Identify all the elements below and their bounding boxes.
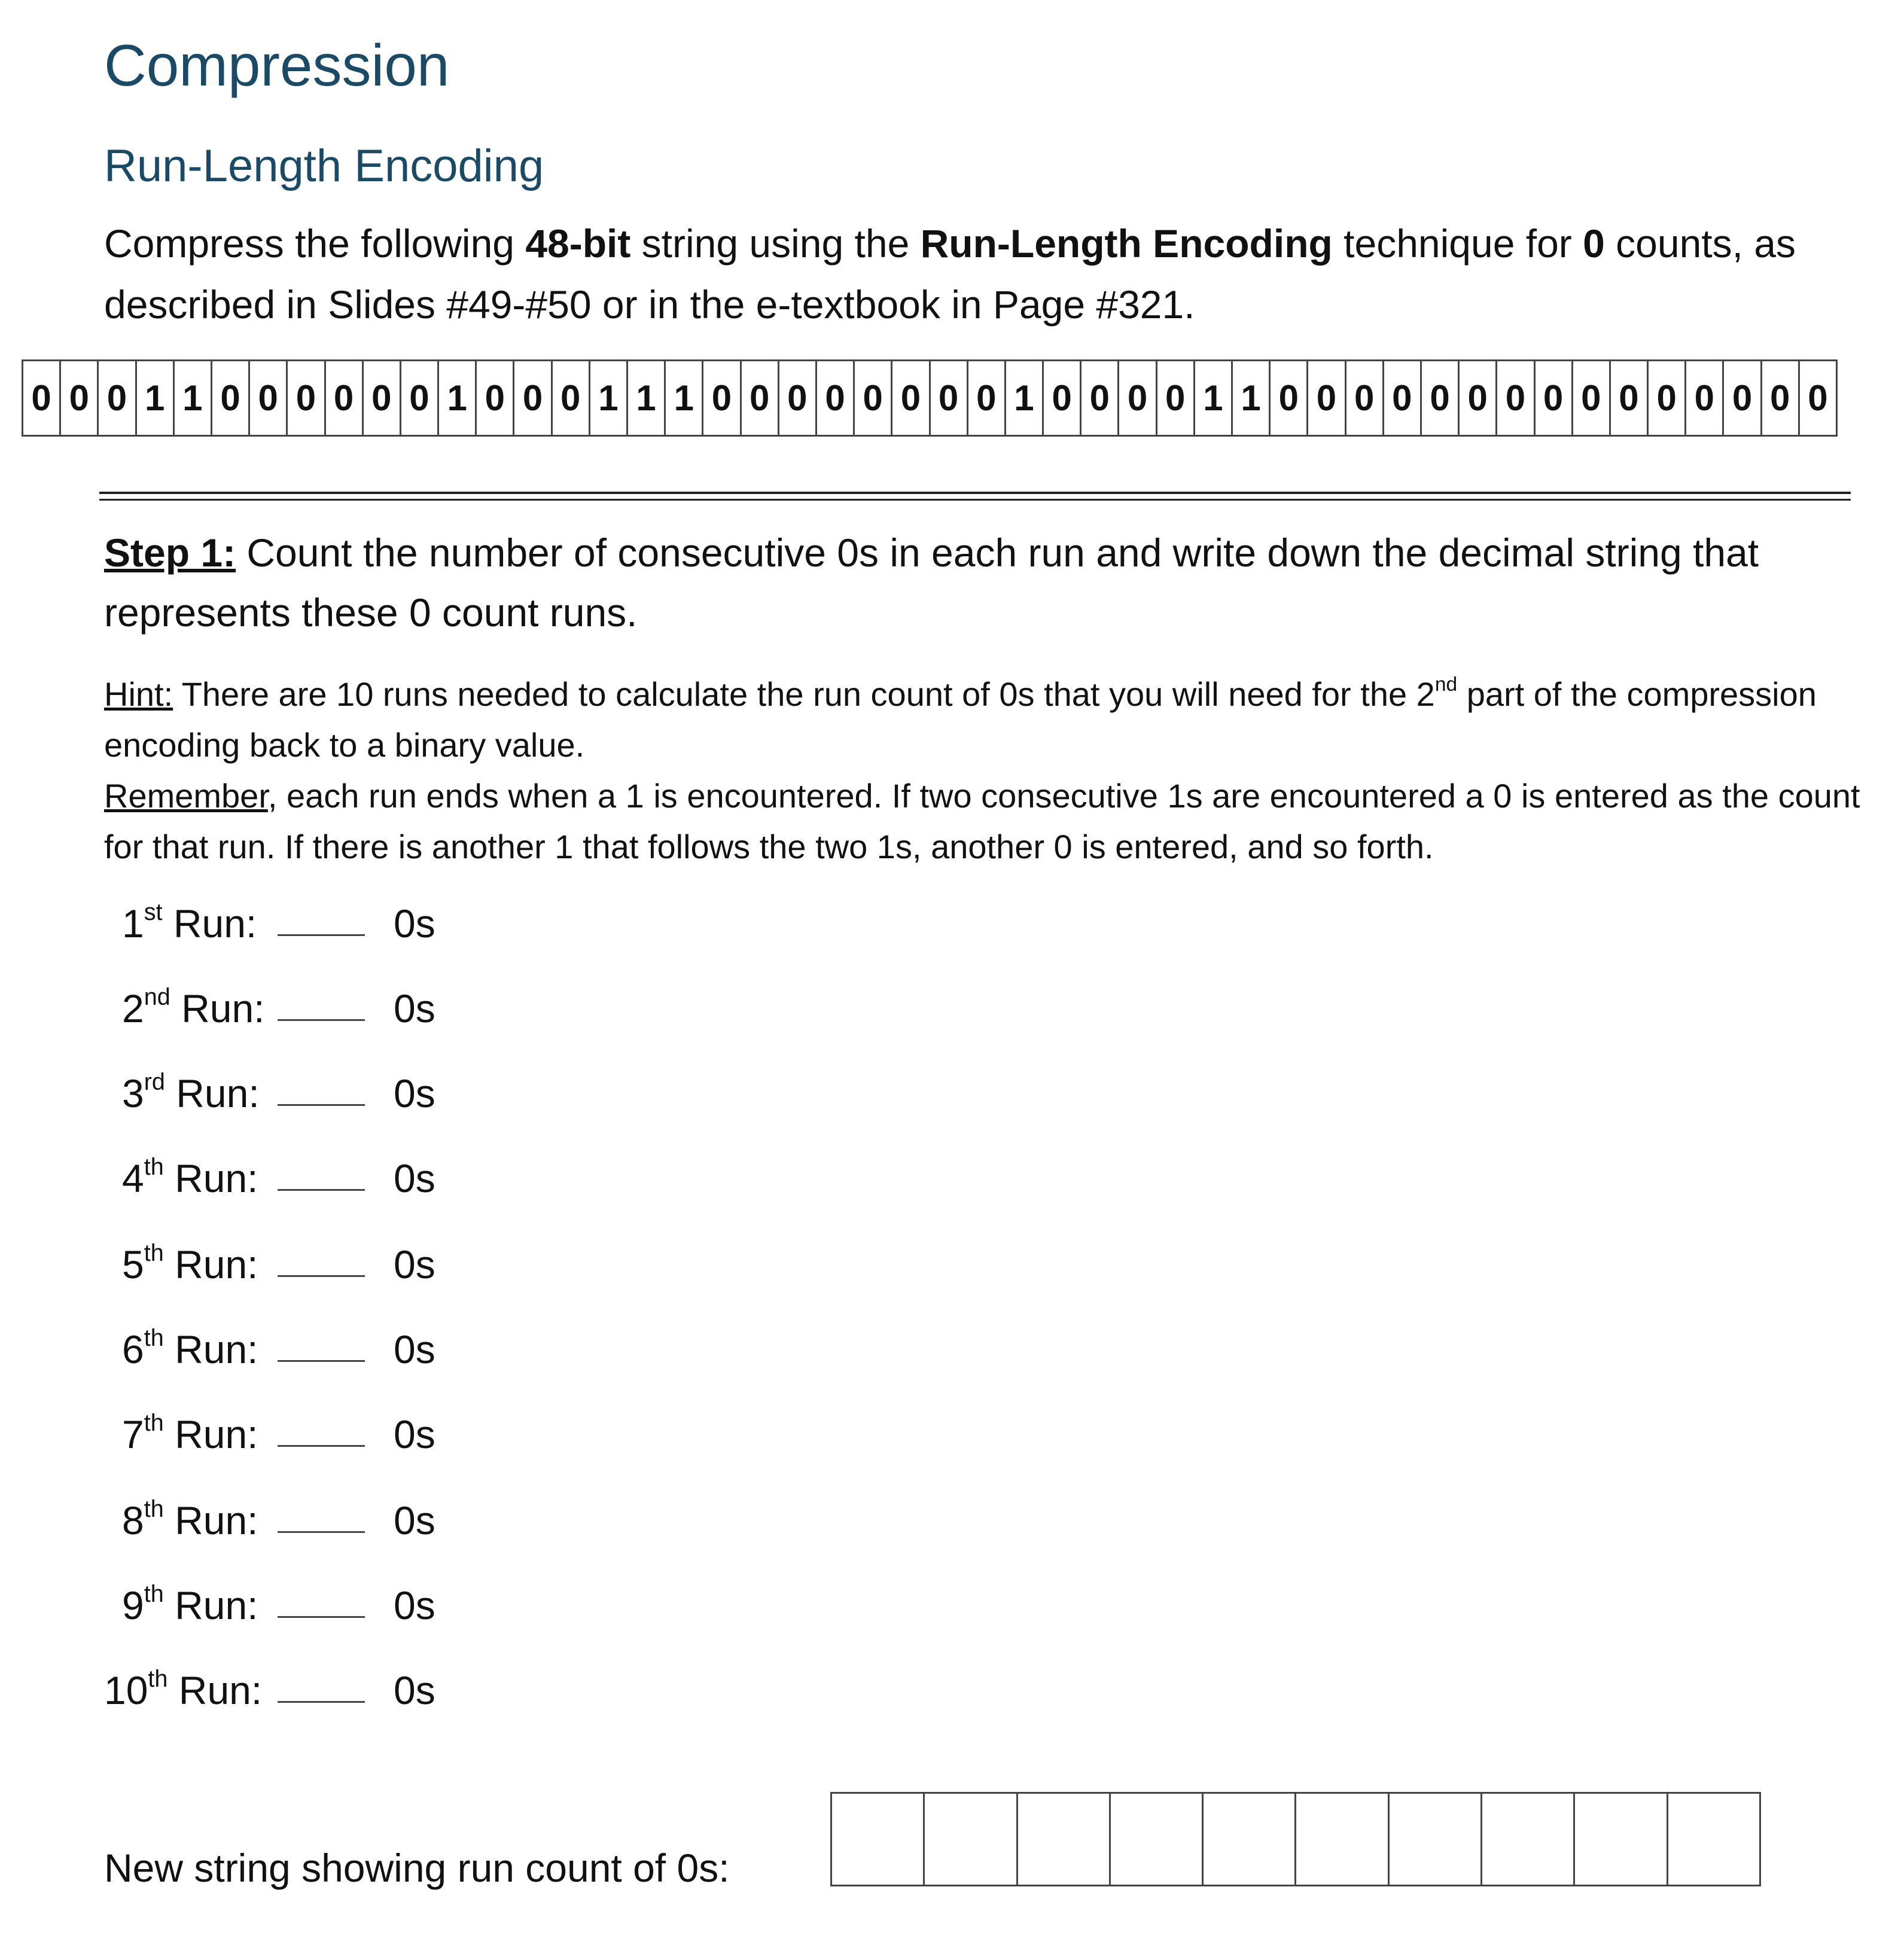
- run-label: Run:: [163, 1327, 258, 1371]
- run-answer-blank[interactable]: [278, 1275, 365, 1277]
- bit-cell: 0: [23, 361, 61, 435]
- run-ordinal: th: [144, 1581, 164, 1608]
- divider-line: [99, 499, 1851, 501]
- bit-cell: 0: [1649, 361, 1686, 435]
- run-row: [122, 1325, 435, 1373]
- answer-box[interactable]: [1482, 1794, 1575, 1885]
- bit-cell: 0: [1308, 361, 1346, 435]
- run-number: 3: [122, 1071, 144, 1115]
- bit-cell: 0: [514, 361, 552, 435]
- run-row: [122, 1496, 435, 1544]
- run-label: Run:: [163, 1156, 258, 1200]
- intro-paragraph: Compress the following 48-bit string using the Run-Length Encoding technique for 0 counts, as described in Slides #49-#50 or in the e-textbook in Page #321.: [104, 221, 1796, 327]
- run-unit: 0s: [394, 1071, 435, 1115]
- run-number: 8: [122, 1498, 144, 1543]
- bit-cell: 1: [666, 361, 703, 435]
- bit-cell: 0: [1044, 361, 1082, 435]
- run-answer-blank[interactable]: [278, 1531, 365, 1533]
- run-number: 10: [104, 1668, 148, 1712]
- bit-cell: 1: [1195, 361, 1233, 435]
- run-answer-blank[interactable]: [278, 934, 365, 936]
- run-unit: 0s: [394, 1498, 435, 1543]
- run-number: 2: [122, 986, 144, 1031]
- bit-cell: 0: [1119, 361, 1157, 435]
- run-number: 4: [122, 1156, 144, 1200]
- bit-cell: 0: [892, 361, 930, 435]
- bit-cell: 1: [137, 361, 175, 435]
- bit-cell: 0: [1422, 361, 1460, 435]
- answer-boxes: [830, 1792, 1761, 1886]
- bit-cell: 0: [212, 361, 250, 435]
- run-unit: 0s: [394, 901, 435, 946]
- section-subtitle: Run-Length Encoding: [104, 141, 544, 191]
- hint-paragraph: Hint: There are 10 runs needed to calculate the run count of 0s that you will need for the 2nd part of the compression encoding back to a binary value. Remember, each run ends when a 1 is encountered. If two consecutive 1s are encountered a 0 is entered as the count for that run. If there is another 1 that follows the two 1s, another 0 is entered, and so forth.: [104, 673, 1860, 865]
- answer-box[interactable]: [1390, 1794, 1482, 1885]
- bit-cell: 0: [401, 361, 439, 435]
- run-label: Run:: [163, 1242, 258, 1287]
- bit-cell: 0: [1384, 361, 1422, 435]
- run-label: Run:: [163, 1583, 258, 1627]
- bit-cell: 0: [1800, 361, 1838, 435]
- run-label: Run:: [170, 986, 265, 1031]
- run-row: [122, 984, 435, 1032]
- bit-cell: 0: [1611, 361, 1649, 435]
- run-unit: 0s: [394, 1156, 435, 1200]
- bit-string-table: [22, 359, 1838, 437]
- run-row: [104, 1666, 435, 1714]
- answer-box[interactable]: [832, 1794, 925, 1885]
- bit-cell: 0: [703, 361, 741, 435]
- run-answer-blank[interactable]: [278, 1019, 365, 1021]
- answer-box[interactable]: [1575, 1794, 1668, 1885]
- run-ordinal: th: [144, 1410, 164, 1437]
- bit-cell: 0: [1573, 361, 1611, 435]
- run-label: Run:: [163, 1412, 258, 1456]
- run-label: Run:: [163, 1498, 258, 1543]
- answer-box[interactable]: [1296, 1794, 1389, 1885]
- run-row: [122, 899, 435, 947]
- run-unit: 0s: [394, 1327, 435, 1371]
- answer-box[interactable]: [1111, 1794, 1204, 1885]
- run-ordinal: nd: [144, 984, 170, 1011]
- run-label: Run:: [162, 901, 257, 946]
- run-row: [122, 1581, 435, 1629]
- bit-cell: 0: [288, 361, 325, 435]
- bit-cell: 1: [628, 361, 666, 435]
- answer-box[interactable]: [1204, 1794, 1296, 1885]
- run-unit: 0s: [394, 1583, 435, 1627]
- bit-cell: 1: [439, 361, 477, 435]
- run-answer-blank[interactable]: [278, 1616, 365, 1618]
- bit-cell: 0: [1460, 361, 1497, 435]
- divider-line: [99, 492, 1851, 494]
- run-row: [122, 1069, 435, 1117]
- run-answer-blank[interactable]: [278, 1360, 365, 1362]
- run-answer-blank[interactable]: [278, 1189, 365, 1191]
- run-answer-blank[interactable]: [278, 1445, 365, 1447]
- bit-cell: 0: [779, 361, 817, 435]
- run-number: 6: [122, 1327, 144, 1371]
- page-title: Compression: [104, 32, 450, 98]
- bit-cell: 1: [175, 361, 212, 435]
- run-ordinal: st: [144, 899, 163, 926]
- bit-cell: 0: [1157, 361, 1195, 435]
- bit-cell: 1: [590, 361, 628, 435]
- run-unit: 0s: [394, 986, 435, 1031]
- run-unit: 0s: [394, 1412, 435, 1456]
- bit-cell: 0: [817, 361, 855, 435]
- bit-cell: 0: [742, 361, 779, 435]
- bit-cell: 0: [1346, 361, 1384, 435]
- run-ordinal: th: [144, 1240, 164, 1267]
- run-label: Run:: [167, 1668, 263, 1712]
- new-string-label: New string showing run count of 0s:: [104, 1846, 730, 1890]
- run-ordinal: th: [148, 1666, 168, 1693]
- answer-box[interactable]: [1018, 1794, 1111, 1885]
- run-number: 1: [122, 901, 144, 946]
- bit-cell: 0: [250, 361, 288, 435]
- bit-cell: 0: [99, 361, 136, 435]
- run-row: [122, 1240, 435, 1288]
- bit-cell: 0: [326, 361, 364, 435]
- bit-cell: 0: [364, 361, 401, 435]
- bit-cell: 0: [1536, 361, 1573, 435]
- bit-cell: 1: [1006, 361, 1044, 435]
- bit-cell: 0: [477, 361, 514, 435]
- bit-cell: 0: [1724, 361, 1762, 435]
- bit-cell: 1: [1233, 361, 1271, 435]
- run-row: [122, 1410, 435, 1458]
- bit-cell: 0: [1271, 361, 1308, 435]
- bit-cell: 0: [61, 361, 99, 435]
- run-row: [122, 1154, 435, 1202]
- bit-cell: 0: [553, 361, 590, 435]
- run-unit: 0s: [394, 1668, 435, 1712]
- run-answer-blank[interactable]: [278, 1701, 365, 1703]
- run-label: Run:: [164, 1071, 260, 1115]
- answer-box[interactable]: [925, 1794, 1017, 1885]
- run-ordinal: th: [144, 1496, 164, 1523]
- answer-box[interactable]: [1668, 1794, 1761, 1885]
- bit-cell: 0: [968, 361, 1006, 435]
- bit-cell: 0: [1762, 361, 1800, 435]
- run-answer-blank[interactable]: [278, 1104, 365, 1106]
- bit-cell: 0: [1686, 361, 1724, 435]
- bit-cell: 0: [1497, 361, 1535, 435]
- bit-cell: 0: [855, 361, 892, 435]
- bit-cell: 0: [931, 361, 968, 435]
- run-ordinal: th: [144, 1154, 164, 1181]
- run-unit: 0s: [394, 1242, 435, 1287]
- run-number: 9: [122, 1583, 144, 1627]
- run-ordinal: th: [144, 1325, 164, 1352]
- run-number: 7: [122, 1412, 144, 1456]
- bit-cell: 0: [1082, 361, 1119, 435]
- step-1-instruction: Step 1: Count the number of consecutive 0s in each run and write down the decimal string that represents these 0 count runs.: [104, 531, 1759, 635]
- run-number: 5: [122, 1242, 144, 1287]
- run-ordinal: rd: [144, 1069, 165, 1096]
